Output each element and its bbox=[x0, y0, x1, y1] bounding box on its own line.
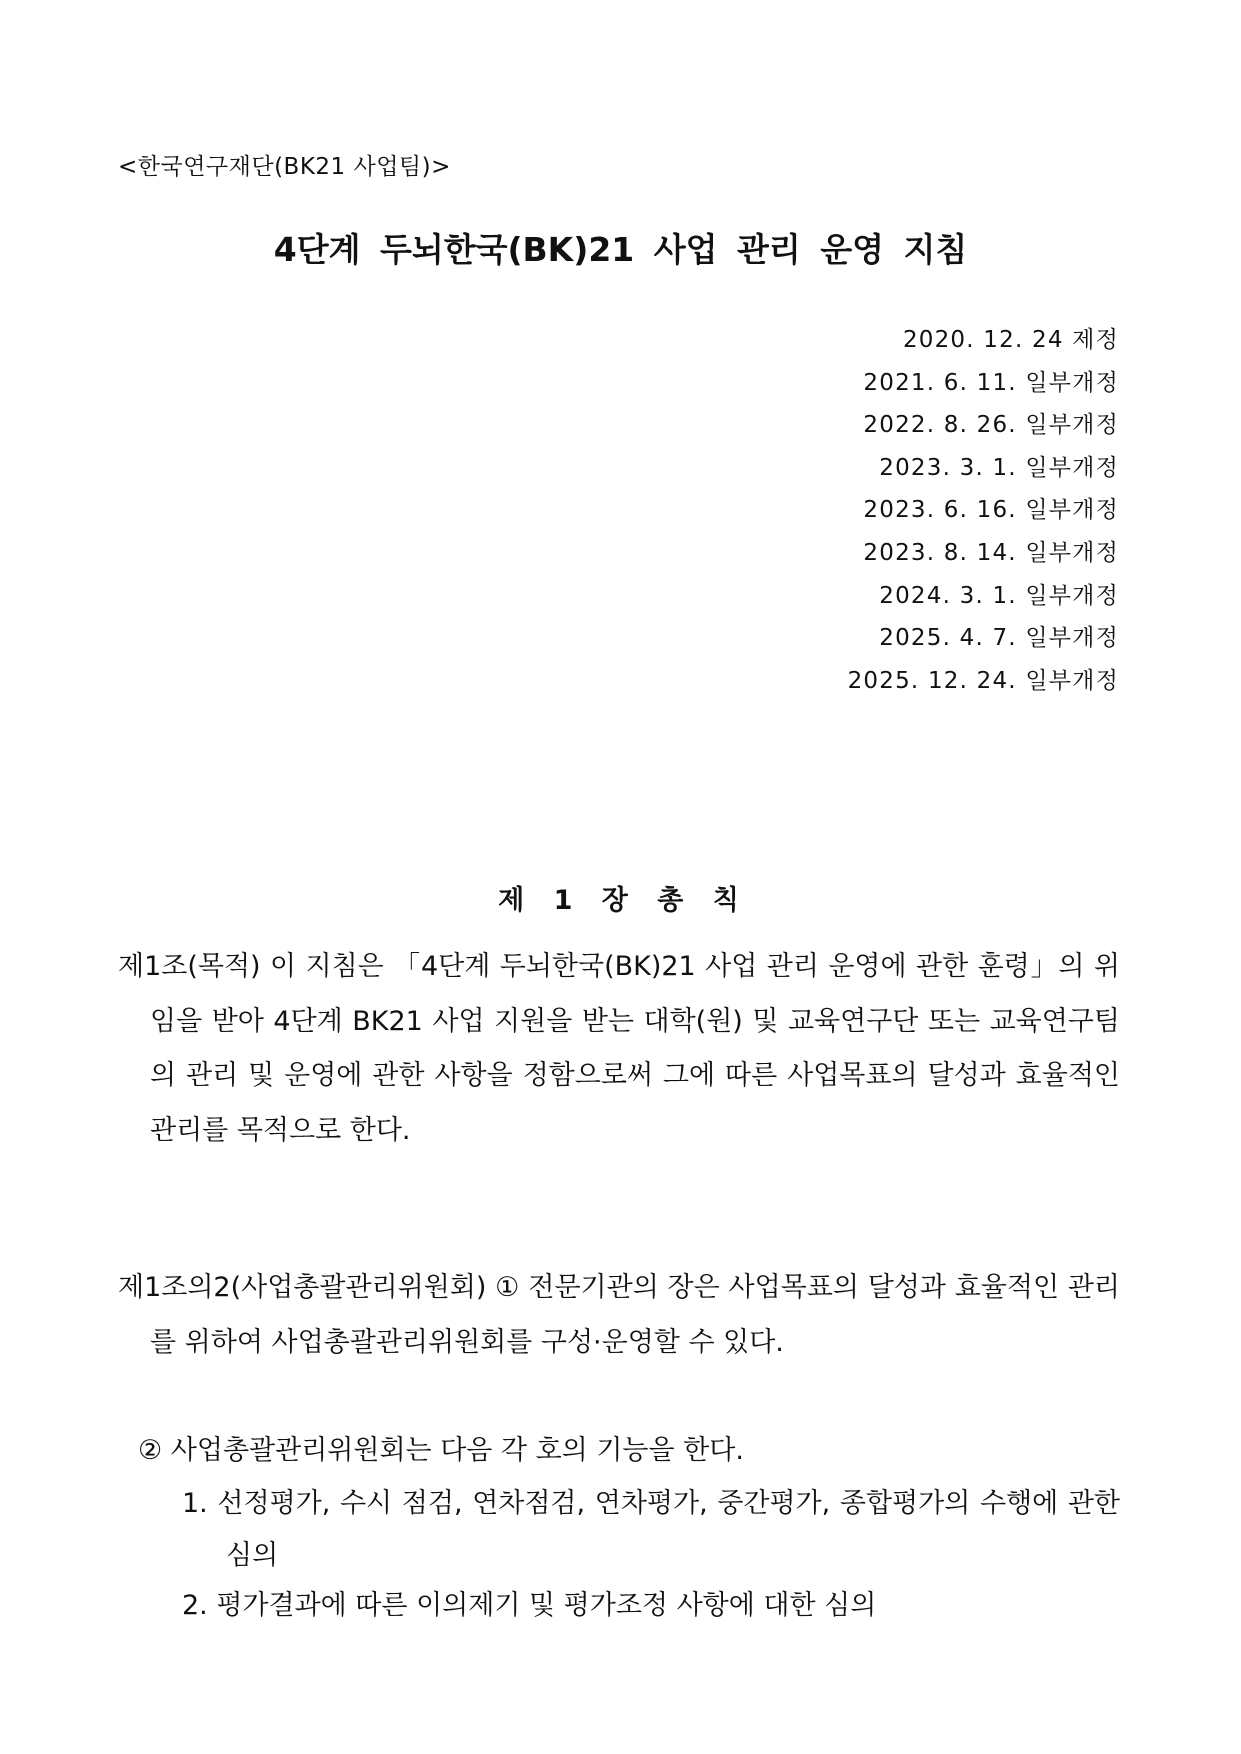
revision-entry: 2023. 3. 1. 일부개정 bbox=[879, 454, 1119, 481]
revision-entry: 2020. 12. 24 제정 bbox=[902, 327, 1119, 353]
revision-entry: 2023. 6. 16. 일부개정 bbox=[863, 497, 1119, 524]
chapter-heading: 제 1 장 총 칙 bbox=[498, 885, 743, 916]
revision-entry: 2023. 8. 14. 일부개정 bbox=[863, 539, 1119, 566]
revision-entry: 2025. 12. 24. 일부개정 bbox=[847, 667, 1119, 694]
list-item: 2. 평가결과에 따른 이의제기 및 평가조정 사항에 대한 심의 bbox=[182, 1590, 877, 1621]
list-item: 1. 선정평가, 수시 점검, 연차점검, 연차평가, 중간평가, 종합평가의 수행에 관한 심의 bbox=[182, 1488, 1120, 1571]
revision-history bbox=[848, 319, 1119, 702]
document-title: 4단계 두뇌한국(BK)21 사업 관리 운영 지침 bbox=[273, 230, 968, 269]
revision-entry: 2024. 3. 1. 일부개정 bbox=[879, 582, 1119, 609]
organization-label: <한국연구재단(BK21 사업팀)> bbox=[118, 154, 451, 180]
revision-entry: 2021. 6. 11. 일부개정 bbox=[863, 369, 1119, 396]
article-1-purpose: 제1조(목적) 이 지침은 「4단계 두뇌한국(BK)21 사업 관리 운영에 관한 훈령」의 위임을 받아 4단계 BK21 사업 지원을 받는 대학(원) 및 교육연구단 또는 교육연구팀의 관리 및 운영에 관한 사항을 정함으로써 그에 따른 사업목표의 달성과 효율적인 관리를 목적으로 한다. bbox=[118, 951, 1120, 1146]
article-1-2-committee: 제1조의2(사업총괄관리위원회) ① 전문기관의 장은 사업목표의 달성과 효율적인 관리를 위하여 사업총괄관리위원회를 구성·운영할 수 있다. bbox=[118, 1272, 1120, 1358]
revision-entry: 2025. 4. 7. 일부개정 bbox=[879, 625, 1119, 652]
revision-entry: 2022. 8. 26. 일부개정 bbox=[863, 412, 1119, 439]
article-1-2-paragraph-2: ② 사업총괄관리위원회는 다음 각 호의 기능을 한다. bbox=[138, 1435, 744, 1466]
